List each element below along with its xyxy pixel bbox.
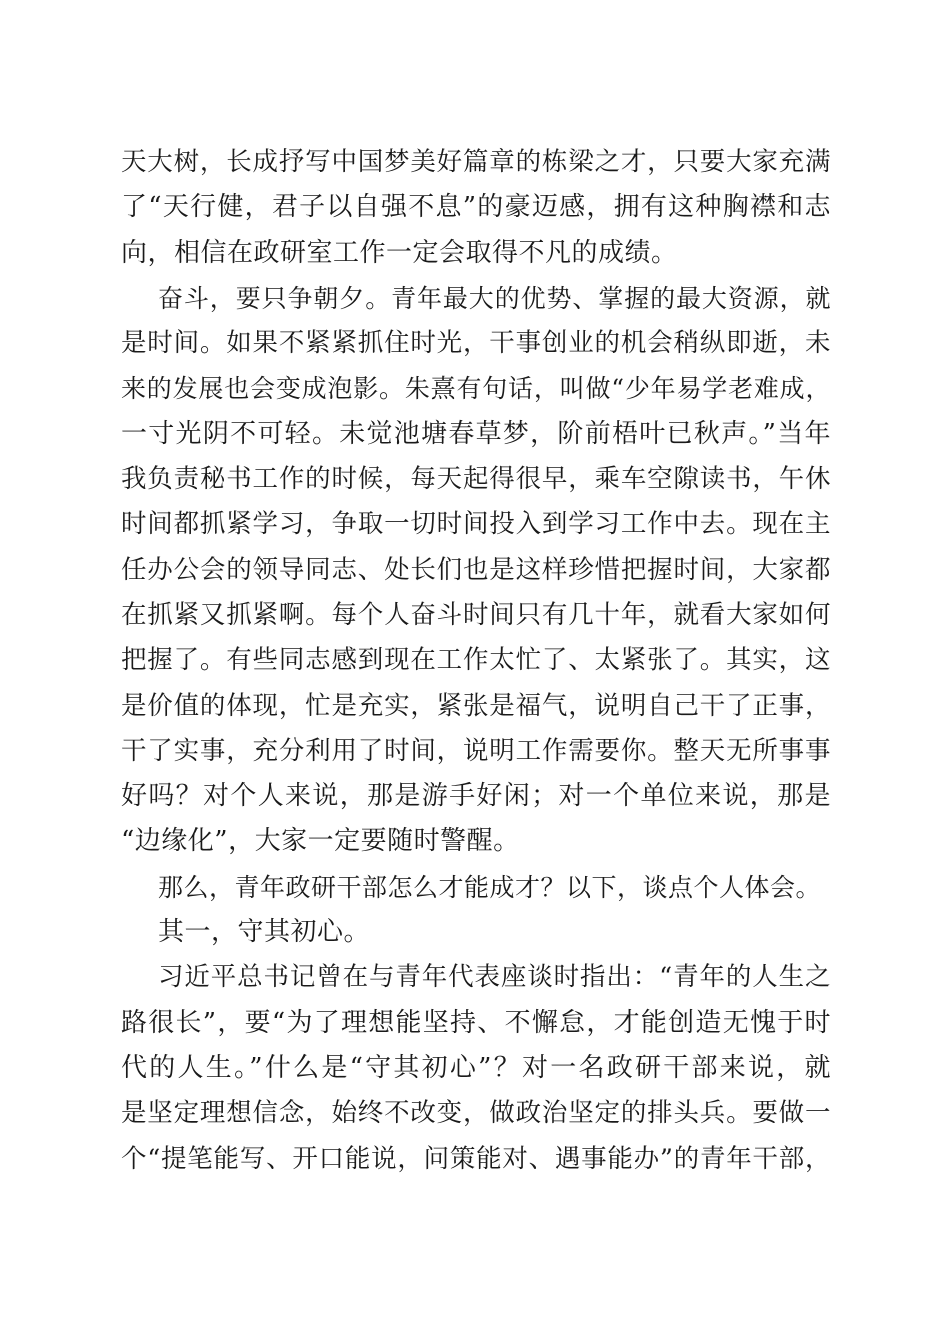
text-line: 是时间。如果不紧紧抓住时光，干事创业的机会稍纵即逝，未 [121, 328, 831, 359]
text-line: 好吗？对个人来说，那是游手好闲；对一个单位来说，那是 [121, 781, 831, 812]
text-line: 向，相信在政研室工作一定会取得不凡的成绩。 [121, 237, 678, 268]
text-line: 任办公会的领导同志、处长们也是这样珍惜把握时间，大家都 [121, 554, 831, 585]
text-line: 个“提笔能写、开口能说，问策能对、遇事能办”的青年干部， [121, 1143, 831, 1174]
text-line: 在抓紧又抓紧啊。每个人奋斗时间只有几十年，就看大家如何 [121, 599, 831, 630]
text-line: 一寸光阴不可轻。未觉池塘春草梦，阶前梧叶已秋声。”当年 [121, 418, 831, 449]
text-line: 路很长”，要“为了理想能坚持、不懈怠，才能创造无愧于时 [121, 1007, 831, 1038]
text-line: 是价值的体现，忙是充实，紧张是福气，说明自己干了正事， [121, 690, 831, 721]
text-line: 我负责秘书工作的时候，每天起得很早，乘车空隙读书，午休 [121, 464, 831, 495]
text-line: 来的发展也会变成泡影。朱熹有句话，叫做“少年易学老难成， [121, 374, 831, 404]
text-line: 天大树，长成抒写中国梦美好篇章的栋梁之才，只要大家充满 [121, 147, 831, 177]
text-line: 时间都抓紧学习，争取一切时间投入到学习工作中去。现在主 [121, 509, 831, 540]
text-line: 把握了。有些同志感到现在工作太忙了、太紧张了。其实，这 [121, 645, 831, 676]
paragraph-first-line: 奋斗，要只争朝夕。青年最大的优势、掌握的最大资源，就 [158, 283, 831, 313]
document-body [121, 140, 831, 1182]
text-line: 代的人生。”什么是“守其初心”？对一名政研干部来说，就 [121, 1052, 831, 1083]
text-line: 了“天行健，君子以自强不息”的豪迈感，拥有这种胸襟和志 [121, 192, 831, 223]
text-line: “边缘化”，大家一定要随时警醒。 [121, 826, 520, 857]
paragraph-first-line: 那么，青年政研干部怎么才能成才？以下，谈点个人体会。 [158, 872, 822, 902]
text-line: 干了实事，充分利用了时间，说明工作需要你。整天无所事事 [121, 735, 831, 766]
text-line: 是坚定理想信念，始终不改变，做政治坚定的排头兵。要做一 [121, 1098, 831, 1129]
paragraph-first-line: 习近平总书记曾在与青年代表座谈时指出：“青年的人生之 [158, 962, 831, 993]
section-heading: 其一，守其初心。 [158, 917, 371, 948]
